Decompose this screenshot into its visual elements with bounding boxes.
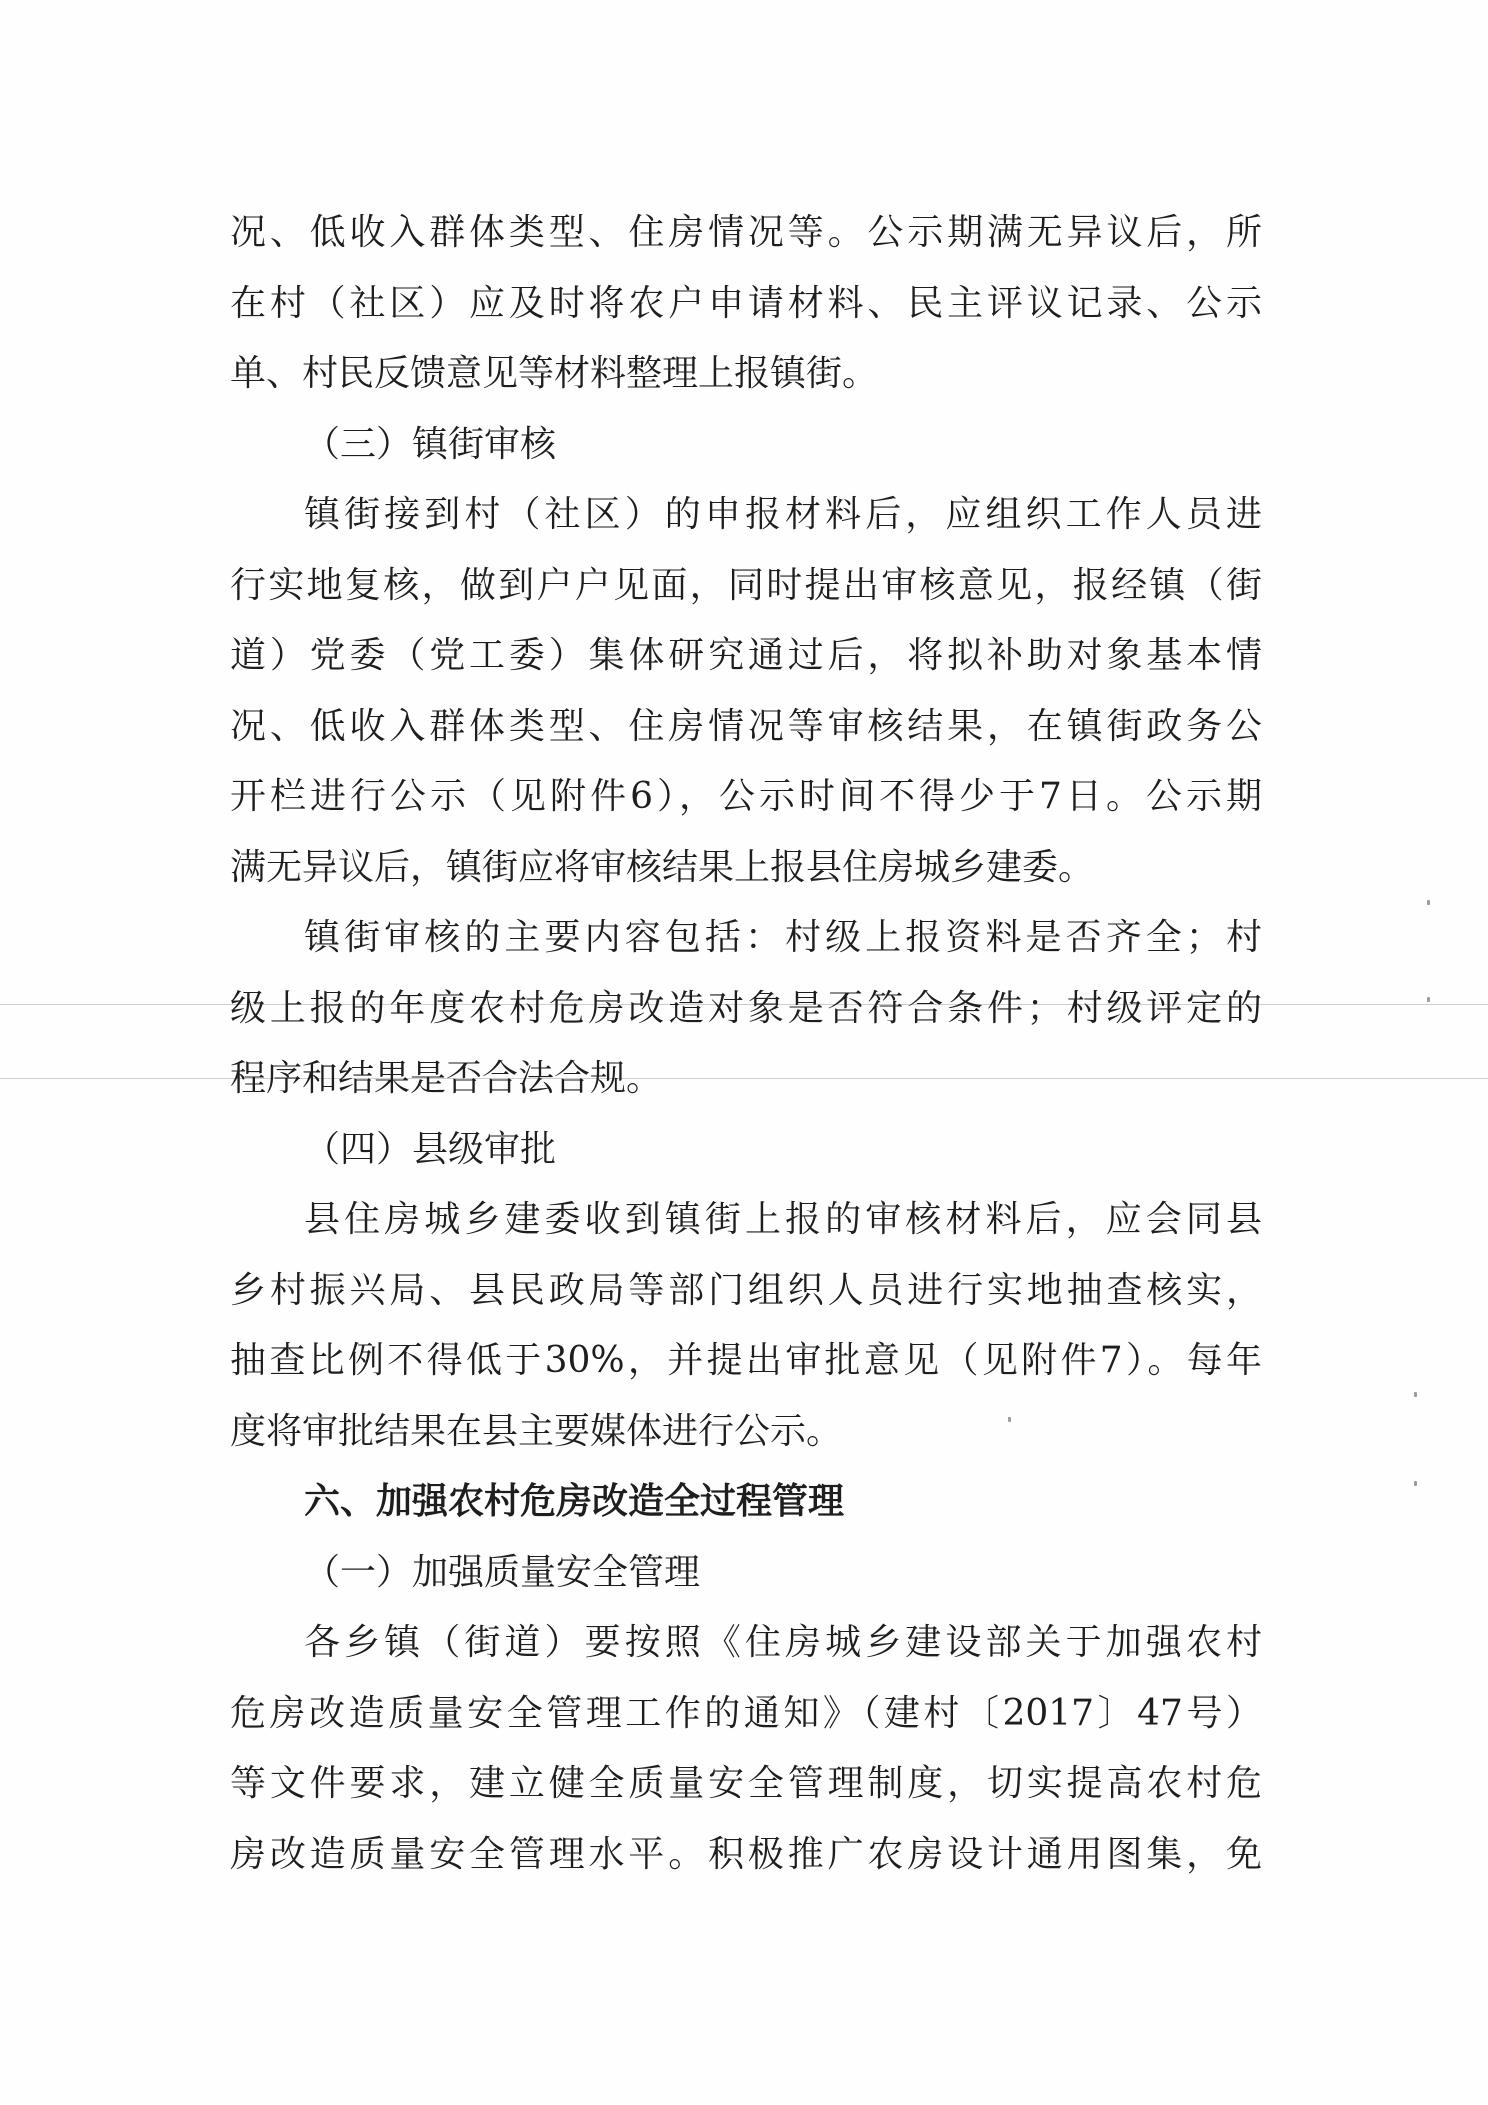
- text-line: 开栏进行公示（见附件6），公示时间不得少于7日。公示期: [230, 776, 1262, 817]
- section-heading-1: （一）加强质量安全管理: [304, 1551, 701, 1593]
- text-line: 况、低收入群体类型、住房情况等。公示期满无异议后，所: [230, 212, 1262, 253]
- text-line: 抽查比例不得低于30%，并提出审批意见（见附件7）。每年: [230, 1340, 1262, 1381]
- scan-speck: [1414, 1392, 1417, 1397]
- text-line: 道）党委（党工委）集体研究通过后，将拟补助对象基本情: [230, 635, 1262, 676]
- scan-speck: [1427, 900, 1430, 905]
- document-body: [230, 198, 1262, 1890]
- section-heading-3: （三）镇街审核: [304, 423, 557, 465]
- text-line: 程序和结果是否合法合规。: [230, 1058, 663, 1099]
- text-line: 级上报的年度农村危房改造对象是否符合条件；村级评定的: [230, 987, 1262, 1029]
- text-line: 各乡镇（街道）要按照《住房城乡建设部关于加强农村: [304, 1622, 1262, 1663]
- text-line: 镇街审核的主要内容包括：村级上报资料是否齐全；村: [304, 917, 1262, 958]
- text-line: 房改造质量安全管理水平。积极推广农房设计通用图集，免: [230, 1833, 1262, 1875]
- section-heading-4: （四）县级审批: [304, 1128, 557, 1170]
- scan-speck: [1414, 1481, 1417, 1486]
- text-line: 行实地复核，做到户户见面，同时提出审核意见，报经镇（街: [230, 564, 1262, 606]
- text-line: 满无异议后，镇街应将审核结果上报县住房城乡建委。: [230, 846, 1095, 888]
- text-line: 等文件要求，建立健全质量安全管理制度，切实提高农村危: [230, 1763, 1262, 1804]
- text-line: 单、村民反馈意见等材料整理上报镇街。: [230, 353, 879, 394]
- text-line: 县住房城乡建委收到镇街上报的审核材料后，应会同县: [304, 1199, 1262, 1240]
- text-line: 况、低收入群体类型、住房情况等审核结果，在镇街政务公: [230, 705, 1262, 747]
- text-line: 乡村振兴局、县民政局等部门组织人员进行实地抽查核实，: [230, 1269, 1262, 1311]
- chapter-heading-6: 六、加强农村危房改造全过程管理: [304, 1481, 845, 1522]
- text-line: 度将审批结果在县主要媒体进行公示。: [230, 1410, 843, 1452]
- scan-speck: [1427, 997, 1430, 1002]
- text-line: 镇街接到村（社区）的申报材料后，应组织工作人员进: [304, 494, 1262, 535]
- text-line: 在村（社区）应及时将农户申请材料、民主评议记录、公示: [230, 282, 1262, 324]
- text-line: 危房改造质量安全管理工作的通知》（建村〔2017〕47号）: [230, 1692, 1262, 1734]
